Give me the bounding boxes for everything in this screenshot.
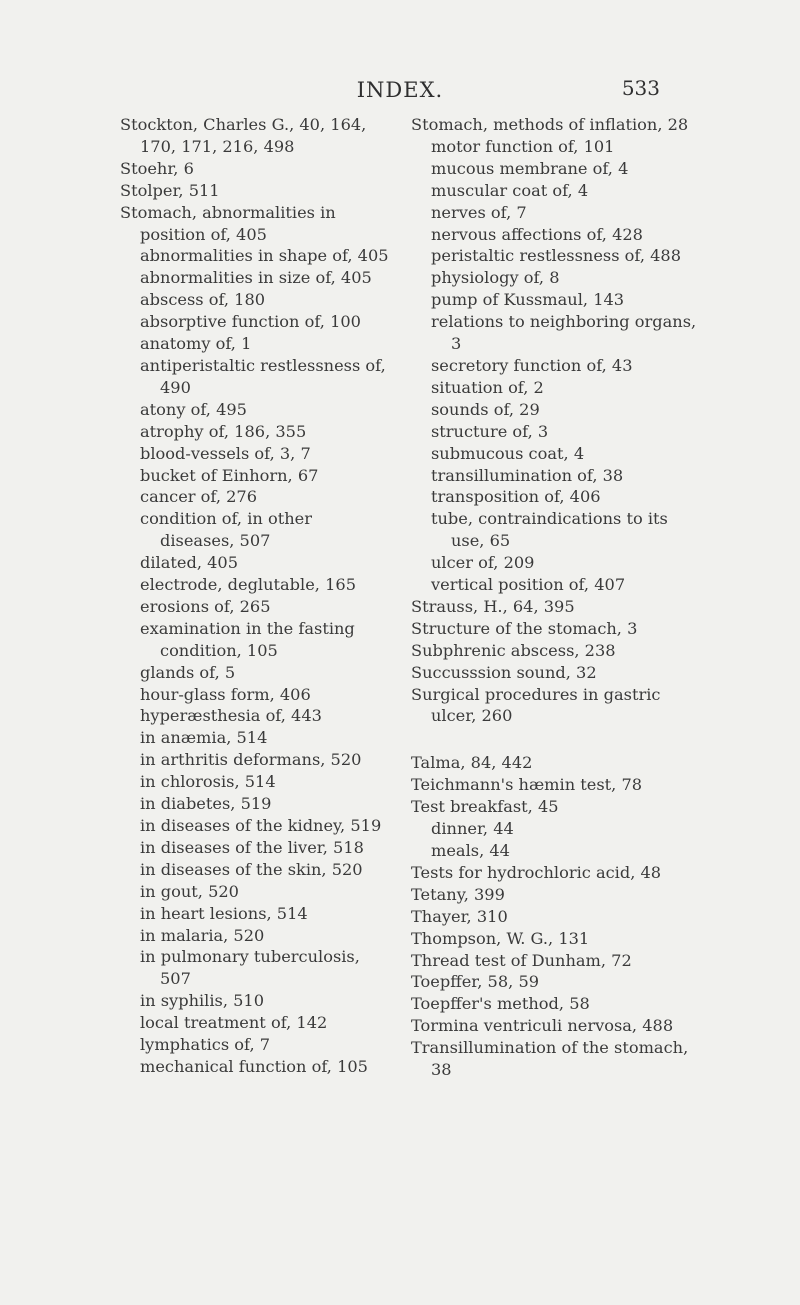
index-subentry: tube, contraindications to its use, 65 [431, 509, 668, 551]
index-subentry: mucous membrane of, 4 [431, 158, 629, 178]
index-entry: Toepffer's method, 58 [411, 994, 590, 1014]
index-subentry: in diseases of the liver, 518 [140, 837, 364, 857]
index-subentry: lymphatics of, 7 [140, 1035, 271, 1055]
index-subentry: ulcer of, 209 [431, 553, 535, 573]
index-subentry: condition of, in other diseases, 507 [140, 509, 312, 551]
index-subentry: erosions of, 265 [140, 596, 271, 616]
index-subentry: in syphilis, 510 [140, 991, 265, 1011]
index-subentry: atony of, 495 [140, 399, 247, 419]
index-subentry: antiperistaltic restlessness of, 490 [140, 355, 386, 397]
index-entry: Stomach, abnormalities in position of, 405 [120, 202, 336, 244]
index-subentry: anatomy of, 1 [140, 334, 252, 354]
index-subentry: dilated, 405 [140, 553, 239, 573]
index-subentry: local treatment of, 142 [140, 1013, 328, 1033]
index-subentry: in diseases of the kidney, 519 [140, 816, 382, 835]
index-subentry: electrode, deglutable, 165 [140, 575, 356, 595]
index-entry: Subphrenic abscess, 238 [411, 640, 616, 660]
index-entry: Tests for hydrochloric acid, 48 [411, 862, 662, 882]
index-subentry: atrophy of, 186, 355 [140, 421, 307, 441]
index-entry: Stolper, 511 [120, 180, 220, 200]
index-column-left [120, 114, 390, 1078]
index-subentry: blood-vessels of, 3, 7 [140, 443, 311, 463]
index-subentry: transillumination of, 38 [431, 465, 624, 485]
index-subentry: nervous affections of, 428 [431, 224, 643, 244]
index-subentry: in gout, 520 [140, 881, 239, 901]
index-subentry: hyperæsthesia of, 443 [140, 706, 322, 726]
index-entry: Toepffer, 58, 59 [411, 972, 540, 992]
index-subentry: physiology of, 8 [431, 268, 560, 288]
index-column-right [411, 114, 699, 1081]
index-subentry: absorptive function of, 100 [140, 312, 361, 332]
index-subentry: in pulmonary tuberculosis, 507 [140, 947, 360, 989]
index-entry: Strauss, H., 64, 395 [411, 596, 575, 616]
index-subentry: situation of, 2 [431, 377, 544, 397]
page-header [0, 78, 800, 106]
index-entry: Test breakfast, 45 [411, 797, 559, 817]
index-entry: Surgical procedures in gastric ulcer, 260 [411, 684, 661, 726]
index-entry: Thread test of Dunham, 72 [411, 950, 632, 970]
index-entry: Transillumination of the stomach, 38 [411, 1038, 689, 1080]
index-subentry: submucous coat, 4 [431, 443, 585, 463]
index-entry: Talma, 84, 442 [411, 753, 533, 773]
index-subentry: in chlorosis, 514 [140, 772, 276, 792]
index-subentry: nerves of, 7 [431, 202, 527, 222]
index-subentry: structure of, 3 [431, 421, 549, 441]
index-entry: Stoehr, 6 [120, 158, 194, 178]
index-subentry: transposition of, 406 [431, 487, 601, 507]
running-title: INDEX. [356, 78, 444, 102]
section-gap [411, 727, 699, 752]
index-subentry: in arthritis deformans, 520 [140, 750, 362, 770]
index-subentry: abnormalities in shape of, 405 [140, 246, 389, 266]
index-entry: Tetany, 399 [411, 884, 505, 904]
index-subentry: hour-glass form, 406 [140, 684, 311, 704]
index-entry: Tormina ventriculi nervosa, 488 [411, 1016, 674, 1036]
index-entry: Succusssion sound, 32 [411, 662, 597, 682]
index-subentry: cancer of, 276 [140, 487, 258, 507]
index-subentry: meals, 44 [431, 841, 510, 860]
index-subentry: muscular coat of, 4 [431, 180, 589, 200]
index-entry: Stockton, Charles G., 40, 164, 170, 171, 216, 498 [120, 115, 367, 156]
index-subentry: glands of, 5 [140, 662, 236, 682]
index-subentry: pump of Kussmaul, 143 [431, 290, 625, 310]
index-entry: Stomach, methods of inflation, 28 [411, 115, 689, 134]
index-entry: Structure of the stomach, 3 [411, 618, 638, 638]
index-subentry: dinner, 44 [431, 819, 514, 839]
page-number: 533 [621, 76, 660, 100]
index-subentry: examination in the fasting condition, 105 [140, 618, 355, 660]
index-subentry: in diabetes, 519 [140, 794, 272, 814]
index-subentry: abnormalities in size of, 405 [140, 268, 372, 288]
index-subentry: mechanical function of, 105 [140, 1056, 368, 1076]
index-subentry: in anæmia, 514 [140, 728, 268, 748]
index-subentry: secretory function of, 43 [431, 355, 633, 375]
index-subentry: motor function of, 101 [431, 136, 615, 156]
index-entry: Thayer, 310 [411, 906, 508, 926]
index-subentry: peristaltic restlessness of, 488 [431, 246, 682, 266]
index-entry: Teichmann's hæmin test, 78 [411, 775, 643, 795]
index-subentry: in malaria, 520 [140, 925, 265, 945]
index-subentry: sounds of, 29 [431, 399, 540, 419]
index-subentry: bucket of Einhorn, 67 [140, 465, 319, 485]
index-subentry: abscess of, 180 [140, 290, 266, 310]
index-subentry: vertical position of, 407 [431, 575, 626, 595]
index-entry: Thompson, W. G., 131 [411, 928, 590, 948]
index-subentry: in diseases of the skin, 520 [140, 859, 363, 879]
index-subentry: relations to neighboring organs, 3 [431, 312, 697, 354]
index-subentry: in heart lesions, 514 [140, 903, 308, 923]
